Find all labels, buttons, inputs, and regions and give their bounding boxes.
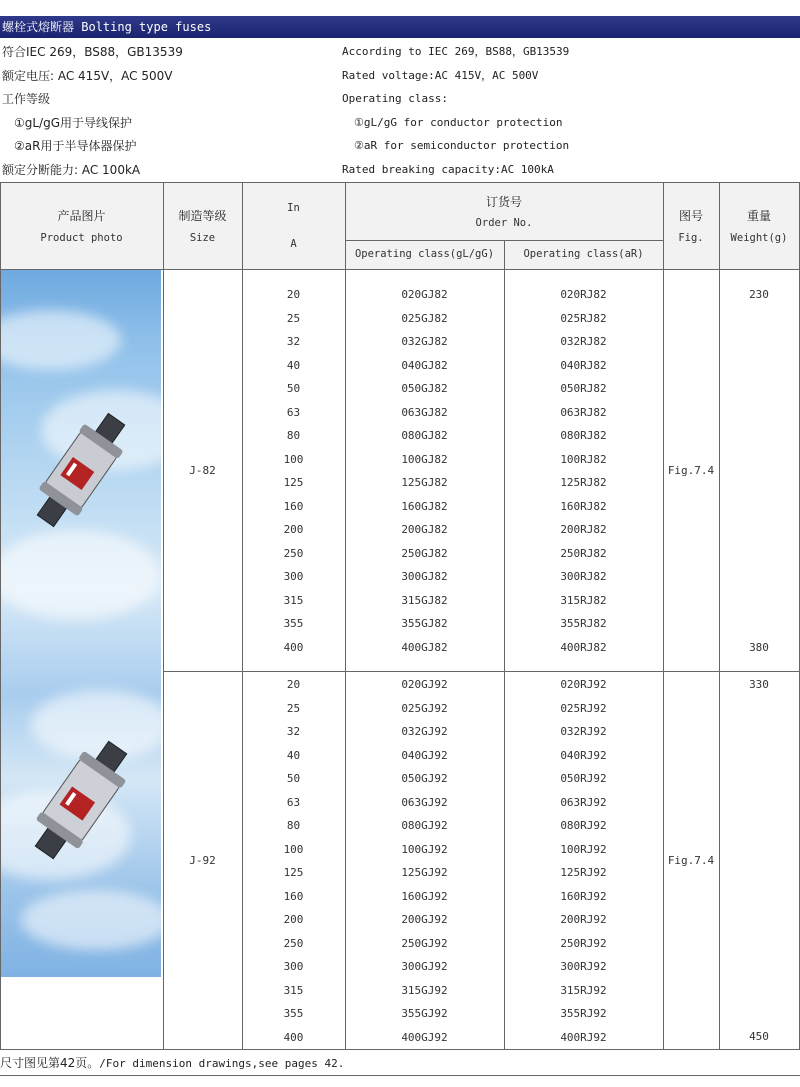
order-ar-cell: 355RJ92 xyxy=(560,1007,607,1020)
group-size: J-82 xyxy=(189,464,216,477)
grid-line xyxy=(0,269,800,270)
order-gl-cell: 300GJ92 xyxy=(401,960,448,973)
spec-left-1: 符合IEC 269，BS88，GB13539 xyxy=(2,45,183,59)
group-weight-bottom: 380 xyxy=(749,641,769,654)
grid-line xyxy=(663,182,664,1050)
rating-cell: 315 xyxy=(283,984,304,997)
header-photo-en: Product photo xyxy=(40,232,123,244)
spec-left-2: 额定电压: AC 415V，AC 500V xyxy=(2,69,173,83)
rating-cell: 63 xyxy=(286,796,301,809)
order-gl-cell: 125GJ92 xyxy=(401,866,448,879)
header-weight-zh: 重量 xyxy=(746,209,771,223)
header-size-en: Size xyxy=(189,232,216,244)
header-photo-zh: 产品图片 xyxy=(57,209,106,223)
order-ar-cell: 125RJ92 xyxy=(560,866,607,879)
group-fig: Fig.7.4 xyxy=(667,854,715,867)
order-gl-cell: 315GJ92 xyxy=(401,984,448,997)
spec-left-6: 额定分断能力: AC 100kA xyxy=(2,163,141,177)
grid-line xyxy=(0,1049,800,1050)
order-gl-cell: 160GJ82 xyxy=(401,500,448,513)
order-gl-cell: 200GJ82 xyxy=(401,523,448,536)
order-gl-cell: 025GJ92 xyxy=(401,702,448,715)
order-gl-cell: 040GJ92 xyxy=(401,749,448,762)
order-ar-cell: 160RJ92 xyxy=(560,890,607,903)
order-gl-cell: 160GJ92 xyxy=(401,890,448,903)
rating-cell: 40 xyxy=(286,359,301,372)
rating-cell: 250 xyxy=(283,937,304,950)
order-ar-cell: 125RJ82 xyxy=(560,476,607,489)
order-ar-cell: 200RJ92 xyxy=(560,913,607,926)
rating-cell: 40 xyxy=(286,749,301,762)
grid-line xyxy=(163,671,800,672)
group-fig: Fig.7.4 xyxy=(667,464,715,477)
order-gl-cell: 063GJ82 xyxy=(401,406,448,419)
rating-cell: 160 xyxy=(283,890,304,903)
order-gl-cell: 250GJ92 xyxy=(401,937,448,950)
order-ar-cell: 315RJ92 xyxy=(560,984,607,997)
order-gl-cell: 200GJ92 xyxy=(401,913,448,926)
order-gl-cell: 100GJ82 xyxy=(401,453,448,466)
header-order-zh: 订货号 xyxy=(485,195,522,209)
order-gl-cell: 020GJ92 xyxy=(401,678,448,691)
rating-cell: 100 xyxy=(283,453,304,466)
order-ar-cell: 100RJ82 xyxy=(560,453,607,466)
order-gl-cell: 125GJ82 xyxy=(401,476,448,489)
rating-cell: 125 xyxy=(283,476,304,489)
header-weight-en: Weight(g) xyxy=(730,232,788,244)
grid-line xyxy=(719,182,720,1050)
order-ar-cell: 100RJ92 xyxy=(560,843,607,856)
order-ar-cell: 400RJ92 xyxy=(560,1031,607,1044)
group-weight-bottom: 450 xyxy=(749,1030,769,1043)
order-gl-cell: 400GJ82 xyxy=(401,641,448,654)
product-photo xyxy=(1,270,161,977)
order-gl-cell: 032GJ82 xyxy=(401,335,448,348)
order-gl-cell: 025GJ82 xyxy=(401,312,448,325)
order-gl-cell: 032GJ92 xyxy=(401,725,448,738)
spec-left-3: 工作等级 xyxy=(2,92,51,106)
order-ar-cell: 032RJ92 xyxy=(560,725,607,738)
header-fig-en: Fig. xyxy=(678,232,704,244)
order-ar-cell: 250RJ92 xyxy=(560,937,607,950)
spec-right-2: Rated voltage:AC 415V，AC 500V xyxy=(342,69,539,82)
order-ar-cell: 315RJ82 xyxy=(560,594,607,607)
title-bar xyxy=(0,16,800,38)
order-gl-cell: 355GJ82 xyxy=(401,617,448,630)
rating-cell: 25 xyxy=(286,312,301,325)
header-in: In xyxy=(287,202,300,214)
header-in-unit: A xyxy=(290,238,297,250)
footer-en: /For dimension drawings,see pages 42. xyxy=(99,1057,345,1070)
spec-right-4: ①gL/gG for conductor protection xyxy=(354,116,563,129)
rating-cell: 200 xyxy=(283,523,304,536)
order-gl-cell: 100GJ92 xyxy=(401,843,448,856)
rating-cell: 355 xyxy=(283,617,304,630)
order-gl-cell: 063GJ92 xyxy=(401,796,448,809)
order-gl-cell: 355GJ92 xyxy=(401,1007,448,1020)
order-ar-cell: 032RJ82 xyxy=(560,335,607,348)
footer-zh: 尺寸图见第42页。 xyxy=(0,1056,100,1070)
header-order-en: Order No. xyxy=(475,217,533,229)
group-weight-top: 330 xyxy=(749,678,769,691)
spec-left-4: ①gL/gG用于导线保护 xyxy=(14,116,133,130)
order-gl-cell: 040GJ82 xyxy=(401,359,448,372)
rating-cell: 50 xyxy=(286,772,301,785)
order-gl-cell: 080GJ82 xyxy=(401,429,448,442)
rating-cell: 400 xyxy=(283,1031,304,1044)
rating-cell: 315 xyxy=(283,594,304,607)
rating-cell: 32 xyxy=(286,335,301,348)
footer-note xyxy=(0,1052,800,1076)
title-zh: 螺栓式熔断器 xyxy=(2,20,75,34)
rating-cell: 355 xyxy=(283,1007,304,1020)
order-ar-cell: 300RJ82 xyxy=(560,570,607,583)
rating-cell: 125 xyxy=(283,866,304,879)
rating-cell: 250 xyxy=(283,547,304,560)
title-en: Bolting type fuses xyxy=(81,20,212,34)
rating-cell: 50 xyxy=(286,382,301,395)
rating-cell: 400 xyxy=(283,641,304,654)
order-gl-cell: 300GJ82 xyxy=(401,570,448,583)
grid-line xyxy=(0,182,800,183)
order-ar-cell: 040RJ82 xyxy=(560,359,607,372)
spec-right-1: According to IEC 269，BS88，GB13539 xyxy=(342,45,570,58)
order-gl-cell: 400GJ92 xyxy=(401,1031,448,1044)
order-gl-cell: 315GJ82 xyxy=(401,594,448,607)
rating-cell: 100 xyxy=(283,843,304,856)
rating-cell: 20 xyxy=(286,678,301,691)
order-ar-cell: 025RJ82 xyxy=(560,312,607,325)
spec-right-5: ②aR for semiconductor protection xyxy=(354,139,570,152)
fuse-j82-image xyxy=(26,405,136,534)
fuse-illustration xyxy=(1,270,161,977)
order-gl-cell: 050GJ82 xyxy=(401,382,448,395)
order-ar-cell: 040RJ92 xyxy=(560,749,607,762)
order-gl-cell: 050GJ92 xyxy=(401,772,448,785)
order-ar-cell: 020RJ82 xyxy=(560,288,607,301)
fuse-j92-image xyxy=(23,733,139,868)
rating-cell: 25 xyxy=(286,702,301,715)
order-ar-cell: 250RJ82 xyxy=(560,547,607,560)
order-ar-cell: 050RJ82 xyxy=(560,382,607,395)
group-size: J-92 xyxy=(189,854,216,867)
rating-cell: 300 xyxy=(283,960,304,973)
rating-cell: 80 xyxy=(286,429,301,442)
order-ar-cell: 300RJ92 xyxy=(560,960,607,973)
order-ar-cell: 200RJ82 xyxy=(560,523,607,536)
grid-line xyxy=(0,182,1,1050)
order-ar-cell: 160RJ82 xyxy=(560,500,607,513)
order-ar-cell: 020RJ92 xyxy=(560,678,607,691)
grid-line xyxy=(163,182,164,1050)
header-op-gl: Operating class(gL/gG) xyxy=(354,248,495,260)
grid-line xyxy=(346,240,664,241)
order-ar-cell: 050RJ92 xyxy=(560,772,607,785)
rating-cell: 200 xyxy=(283,913,304,926)
order-ar-cell: 080RJ92 xyxy=(560,819,607,832)
spec-right-3: Operating class: xyxy=(342,92,448,105)
order-ar-cell: 025RJ92 xyxy=(560,702,607,715)
header-size-zh: 制造等级 xyxy=(178,209,227,223)
order-gl-cell: 020GJ82 xyxy=(401,288,448,301)
rating-cell: 160 xyxy=(283,500,304,513)
order-gl-cell: 080GJ92 xyxy=(401,819,448,832)
header-fig-zh: 图号 xyxy=(678,209,703,223)
spec-right-6: Rated breaking capacity:AC 100kA xyxy=(342,163,554,176)
order-ar-cell: 063RJ82 xyxy=(560,406,607,419)
order-ar-cell: 400RJ82 xyxy=(560,641,607,654)
rating-cell: 300 xyxy=(283,570,304,583)
rating-cell: 80 xyxy=(286,819,301,832)
order-ar-cell: 080RJ82 xyxy=(560,429,607,442)
order-gl-cell: 250GJ82 xyxy=(401,547,448,560)
rating-cell: 20 xyxy=(286,288,301,301)
order-ar-cell: 063RJ92 xyxy=(560,796,607,809)
spec-left-5: ②aR用于半导体器保护 xyxy=(14,139,137,153)
rating-cell: 63 xyxy=(286,406,301,419)
rating-cell: 32 xyxy=(286,725,301,738)
header-op-ar: Operating class(aR) xyxy=(523,248,644,260)
order-ar-cell: 355RJ82 xyxy=(560,617,607,630)
group-weight-top: 230 xyxy=(749,288,769,301)
